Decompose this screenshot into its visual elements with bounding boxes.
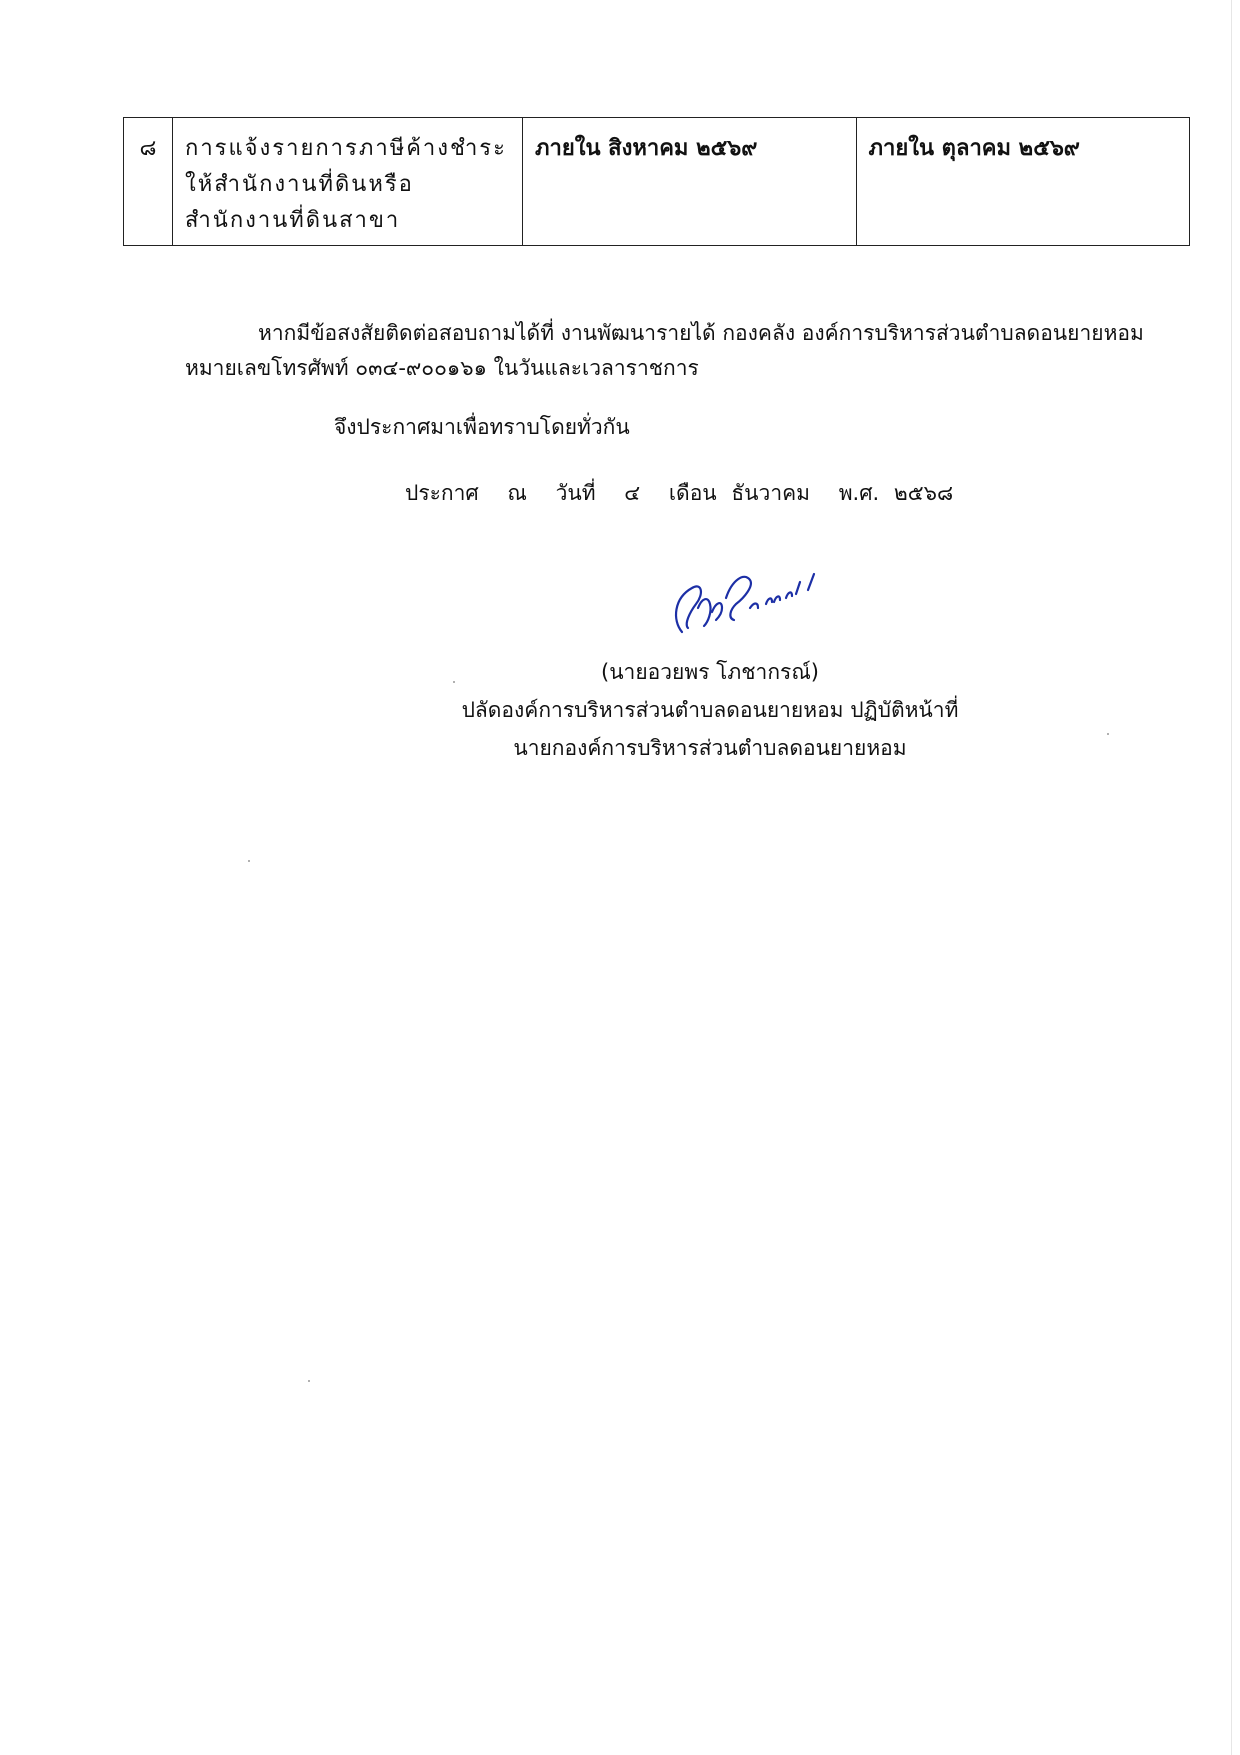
signer-position-line-1: ปลัดองค์การบริหารส่วนตำบลดอนยายหอม ปฏิบัติหน้าที่	[461, 698, 959, 722]
signature-stroke	[698, 599, 711, 626]
signature-stroke	[726, 577, 751, 620]
announce-year-label: พ.ศ.	[838, 481, 880, 505]
schedule-table	[123, 117, 1190, 246]
signature-image	[668, 568, 838, 642]
table-row	[124, 118, 1190, 246]
scan-speck	[248, 860, 250, 862]
scan-speck	[308, 1380, 310, 1382]
task-description: การแจ้งรายการภาษีค้างชำระให้สำนักงานที่ดินหรือสำนักงานที่ดินสาขา	[173, 118, 523, 246]
page-edge-line	[1231, 0, 1232, 1755]
announce-at: ณ	[507, 481, 527, 505]
announce-day-label: วันที่	[555, 481, 596, 505]
contact-line-2: หมายเลขโทรศัพท์ ๐๓๔-๙๐๐๑๖๑ ในวันและเวลาราชการ	[185, 356, 699, 380]
announce-month: ธันวาคม	[731, 481, 811, 505]
signature-stroke	[766, 596, 780, 604]
signature-stroke	[676, 586, 701, 632]
notice-text: จึงประกาศมาเพื่อทราบโดยทั่วกัน	[334, 415, 630, 439]
scan-speck	[1107, 733, 1109, 735]
deadline-1: ภายใน สิงหาคม ๒๕๖๙	[523, 118, 857, 246]
announce-year: ๒๕๖๘	[893, 481, 954, 505]
deadline-2: ภายใน ตุลาคม ๒๕๖๙	[856, 118, 1190, 246]
scan-speck	[453, 681, 455, 683]
announce-prefix: ประกาศ	[405, 481, 479, 505]
contact-line-1: หากมีข้อสงสัยติดต่อสอบถามได้ที่ งานพัฒนารายได้ กองคลัง องค์การบริหารส่วนตำบลดอนยายหอม	[258, 321, 1144, 345]
announce-month-label: เดือน	[668, 481, 717, 505]
row-number: ๘	[124, 118, 173, 246]
signature-stroke	[750, 604, 758, 609]
signature-stroke	[786, 574, 814, 598]
announce-day: ๔	[624, 481, 641, 505]
signer-position-line-2: นายกองค์การบริหารส่วนตำบลดอนยายหอม	[513, 736, 907, 760]
announcement-date	[405, 478, 975, 508]
signature-stroke	[712, 603, 722, 620]
signer-name: (นายอวยพร โภชากรณ์)	[601, 660, 819, 684]
